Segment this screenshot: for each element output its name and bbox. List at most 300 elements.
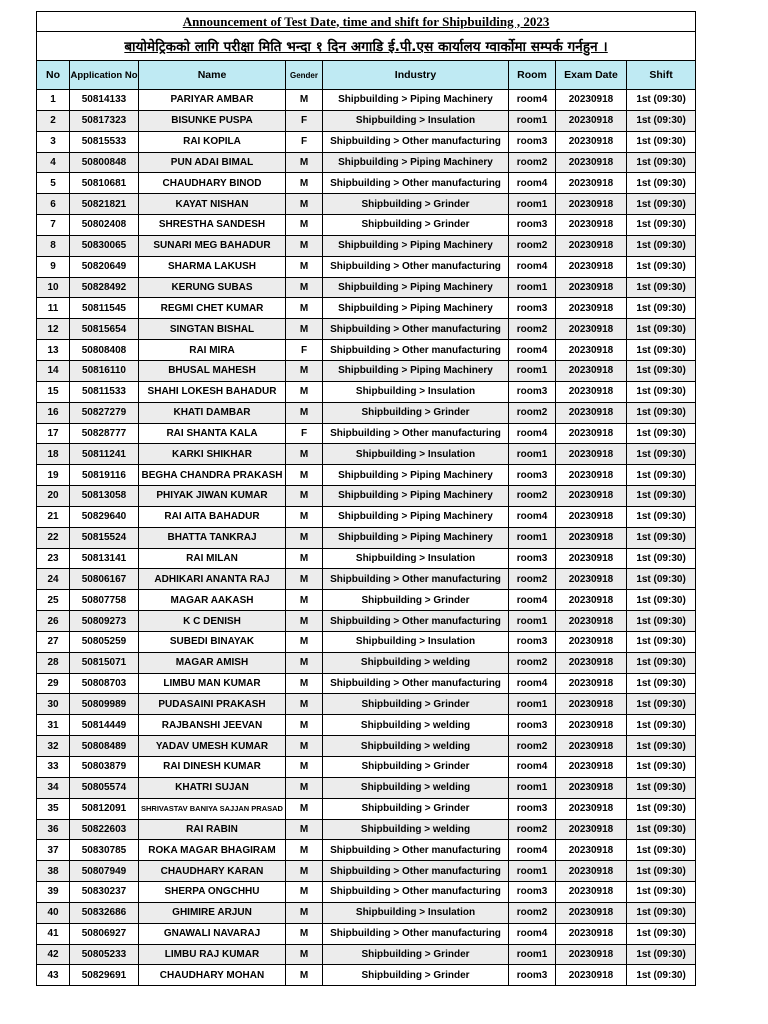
cell-exam-date: 20230918	[556, 277, 627, 298]
cell-name: K C DENISH	[139, 611, 286, 632]
cell-gender: M	[286, 194, 323, 215]
cell-application-no: 50800848	[70, 152, 139, 173]
cell-industry: Shipbuilding > Piping Machinery	[323, 277, 509, 298]
cell-industry: Shipbuilding > Other manufacturing	[323, 340, 509, 361]
cell-gender: F	[286, 131, 323, 152]
cell-name: KARKI SHIKHAR	[139, 444, 286, 465]
cell-industry: Shipbuilding > Piping Machinery	[323, 527, 509, 548]
cell-industry: Shipbuilding > Piping Machinery	[323, 152, 509, 173]
cell-shift: 1st (09:30)	[627, 611, 696, 632]
cell-room: room2	[509, 652, 556, 673]
cell-name: PHIYAK JIWAN KUMAR	[139, 486, 286, 507]
table-row	[37, 90, 696, 111]
cell-name: RAI MIRA	[139, 340, 286, 361]
cell-room: room4	[509, 590, 556, 611]
cell-exam-date: 20230918	[556, 486, 627, 507]
cell-room: room1	[509, 444, 556, 465]
cell-no: 40	[37, 902, 70, 923]
cell-room: room1	[509, 944, 556, 965]
table-row	[37, 861, 696, 882]
cell-shift: 1st (09:30)	[627, 298, 696, 319]
cell-name: LIMBU RAJ KUMAR	[139, 944, 286, 965]
column-header-no: No	[37, 61, 70, 90]
cell-shift: 1st (09:30)	[627, 256, 696, 277]
cell-application-no: 50815533	[70, 131, 139, 152]
cell-room: room3	[509, 298, 556, 319]
cell-no: 21	[37, 506, 70, 527]
cell-gender: M	[286, 944, 323, 965]
cell-industry: Shipbuilding > Piping Machinery	[323, 298, 509, 319]
cell-name: SHRIVASTAV BANIYA SAJJAN PRASAD	[139, 798, 286, 819]
cell-room: room1	[509, 861, 556, 882]
cell-application-no: 50805574	[70, 777, 139, 798]
table-row	[37, 340, 696, 361]
cell-room: room4	[509, 923, 556, 944]
cell-no: 38	[37, 861, 70, 882]
cell-industry: Shipbuilding > Piping Machinery	[323, 235, 509, 256]
cell-exam-date: 20230918	[556, 548, 627, 569]
cell-room: room1	[509, 694, 556, 715]
cell-room: room3	[509, 215, 556, 236]
cell-exam-date: 20230918	[556, 923, 627, 944]
cell-name: RAI RABIN	[139, 819, 286, 840]
cell-gender: M	[286, 715, 323, 736]
cell-no: 2	[37, 110, 70, 131]
cell-room: room2	[509, 736, 556, 757]
cell-shift: 1st (09:30)	[627, 569, 696, 590]
cell-gender: M	[286, 402, 323, 423]
cell-room: room2	[509, 152, 556, 173]
table-row	[37, 652, 696, 673]
cell-application-no: 50812091	[70, 798, 139, 819]
cell-industry: Shipbuilding > Other manufacturing	[323, 861, 509, 882]
cell-shift: 1st (09:30)	[627, 798, 696, 819]
cell-application-no: 50819116	[70, 465, 139, 486]
cell-name: CHAUDHARY BINOD	[139, 173, 286, 194]
table-row	[37, 902, 696, 923]
cell-exam-date: 20230918	[556, 402, 627, 423]
cell-shift: 1st (09:30)	[627, 715, 696, 736]
cell-exam-date: 20230918	[556, 110, 627, 131]
table-row	[37, 694, 696, 715]
cell-name: CHAUDHARY KARAN	[139, 861, 286, 882]
cell-gender: M	[286, 902, 323, 923]
cell-shift: 1st (09:30)	[627, 173, 696, 194]
cell-gender: M	[286, 381, 323, 402]
cell-industry: Shipbuilding > welding	[323, 777, 509, 798]
cell-no: 15	[37, 381, 70, 402]
cell-name: REGMI CHET KUMAR	[139, 298, 286, 319]
cell-industry: Shipbuilding > Other manufacturing	[323, 173, 509, 194]
cell-application-no: 50807758	[70, 590, 139, 611]
table-row	[37, 757, 696, 778]
cell-shift: 1st (09:30)	[627, 110, 696, 131]
cell-application-no: 50817323	[70, 110, 139, 131]
table-row	[37, 215, 696, 236]
cell-room: room2	[509, 486, 556, 507]
cell-room: room4	[509, 757, 556, 778]
table-row	[37, 673, 696, 694]
cell-gender: M	[286, 652, 323, 673]
table-row	[37, 736, 696, 757]
table-row	[37, 486, 696, 507]
cell-exam-date: 20230918	[556, 819, 627, 840]
cell-gender: M	[286, 569, 323, 590]
cell-room: room1	[509, 194, 556, 215]
table-row	[37, 506, 696, 527]
cell-room: room3	[509, 381, 556, 402]
cell-gender: M	[286, 923, 323, 944]
table-row	[37, 548, 696, 569]
cell-no: 3	[37, 131, 70, 152]
cell-industry: Shipbuilding > Piping Machinery	[323, 465, 509, 486]
cell-shift: 1st (09:30)	[627, 902, 696, 923]
cell-room: room1	[509, 277, 556, 298]
cell-industry: Shipbuilding > Insulation	[323, 548, 509, 569]
cell-no: 28	[37, 652, 70, 673]
cell-name: RAJBANSHI JEEVAN	[139, 715, 286, 736]
cell-industry: Shipbuilding > Other manufacturing	[323, 611, 509, 632]
cell-name: PUN ADAI BIMAL	[139, 152, 286, 173]
cell-exam-date: 20230918	[556, 319, 627, 340]
cell-name: ROKA MAGAR BHAGIRAM	[139, 840, 286, 861]
cell-shift: 1st (09:30)	[627, 235, 696, 256]
cell-name: SHAHI LOKESH BAHADUR	[139, 381, 286, 402]
cell-room: room1	[509, 611, 556, 632]
cell-exam-date: 20230918	[556, 215, 627, 236]
cell-name: BHUSAL MAHESH	[139, 360, 286, 381]
cell-exam-date: 20230918	[556, 652, 627, 673]
cell-no: 26	[37, 611, 70, 632]
cell-application-no: 50802408	[70, 215, 139, 236]
cell-application-no: 50821821	[70, 194, 139, 215]
cell-shift: 1st (09:30)	[627, 652, 696, 673]
cell-industry: Shipbuilding > Other manufacturing	[323, 569, 509, 590]
cell-industry: Shipbuilding > Insulation	[323, 631, 509, 652]
table-row	[37, 256, 696, 277]
column-header-name: Name	[139, 61, 286, 90]
cell-shift: 1st (09:30)	[627, 590, 696, 611]
cell-exam-date: 20230918	[556, 465, 627, 486]
cell-exam-date: 20230918	[556, 673, 627, 694]
cell-application-no: 50809273	[70, 611, 139, 632]
cell-application-no: 50811241	[70, 444, 139, 465]
cell-no: 43	[37, 965, 70, 986]
cell-room: room1	[509, 360, 556, 381]
cell-room: room3	[509, 882, 556, 903]
table-row	[37, 277, 696, 298]
cell-gender: F	[286, 340, 323, 361]
table-row	[37, 819, 696, 840]
cell-name: KAYAT NISHAN	[139, 194, 286, 215]
table-row	[37, 360, 696, 381]
cell-industry: Shipbuilding > Insulation	[323, 110, 509, 131]
cell-exam-date: 20230918	[556, 715, 627, 736]
cell-application-no: 50816110	[70, 360, 139, 381]
announcement-table	[36, 11, 696, 986]
cell-exam-date: 20230918	[556, 882, 627, 903]
cell-industry: Shipbuilding > Grinder	[323, 694, 509, 715]
cell-application-no: 50805259	[70, 631, 139, 652]
cell-room: room1	[509, 527, 556, 548]
cell-industry: Shipbuilding > Other manufacturing	[323, 319, 509, 340]
column-header-exam-date: Exam Date	[556, 61, 627, 90]
cell-no: 25	[37, 590, 70, 611]
cell-exam-date: 20230918	[556, 736, 627, 757]
cell-industry: Shipbuilding > Other manufacturing	[323, 923, 509, 944]
cell-application-no: 50815654	[70, 319, 139, 340]
cell-name: MAGAR AMISH	[139, 652, 286, 673]
cell-exam-date: 20230918	[556, 944, 627, 965]
cell-industry: Shipbuilding > Other manufacturing	[323, 840, 509, 861]
cell-no: 33	[37, 757, 70, 778]
cell-gender: M	[286, 548, 323, 569]
cell-no: 31	[37, 715, 70, 736]
column-header-shift: Shift	[627, 61, 696, 90]
cell-gender: M	[286, 819, 323, 840]
table-row	[37, 631, 696, 652]
cell-shift: 1st (09:30)	[627, 631, 696, 652]
cell-name: BHATTA TANKRAJ	[139, 527, 286, 548]
table-row	[37, 569, 696, 590]
cell-exam-date: 20230918	[556, 152, 627, 173]
cell-name: BEGHA CHANDRA PRAKASH	[139, 465, 286, 486]
cell-name: SUNARI MEG BAHADUR	[139, 235, 286, 256]
cell-exam-date: 20230918	[556, 131, 627, 152]
cell-name: PARIYAR AMBAR	[139, 90, 286, 111]
cell-no: 6	[37, 194, 70, 215]
cell-application-no: 50803879	[70, 757, 139, 778]
cell-industry: Shipbuilding > welding	[323, 715, 509, 736]
cell-gender: M	[286, 506, 323, 527]
cell-gender: M	[286, 173, 323, 194]
cell-shift: 1st (09:30)	[627, 840, 696, 861]
cell-industry: Shipbuilding > Grinder	[323, 402, 509, 423]
cell-no: 32	[37, 736, 70, 757]
cell-industry: Shipbuilding > Grinder	[323, 798, 509, 819]
cell-gender: M	[286, 527, 323, 548]
cell-gender: M	[286, 861, 323, 882]
cell-exam-date: 20230918	[556, 694, 627, 715]
cell-exam-date: 20230918	[556, 360, 627, 381]
cell-no: 9	[37, 256, 70, 277]
cell-no: 24	[37, 569, 70, 590]
cell-gender: F	[286, 423, 323, 444]
cell-exam-date: 20230918	[556, 590, 627, 611]
table-row	[37, 319, 696, 340]
cell-gender: M	[286, 152, 323, 173]
cell-exam-date: 20230918	[556, 631, 627, 652]
cell-room: room2	[509, 319, 556, 340]
cell-application-no: 50809989	[70, 694, 139, 715]
cell-gender: M	[286, 360, 323, 381]
cell-name: RAI KOPILA	[139, 131, 286, 152]
cell-exam-date: 20230918	[556, 194, 627, 215]
cell-industry: Shipbuilding > Grinder	[323, 944, 509, 965]
cell-shift: 1st (09:30)	[627, 423, 696, 444]
table-row	[37, 944, 696, 965]
cell-name: SHRESTHA SANDESH	[139, 215, 286, 236]
cell-exam-date: 20230918	[556, 527, 627, 548]
cell-shift: 1st (09:30)	[627, 277, 696, 298]
cell-application-no: 50810681	[70, 173, 139, 194]
cell-room: room4	[509, 340, 556, 361]
cell-room: room3	[509, 631, 556, 652]
cell-name: LIMBU MAN KUMAR	[139, 673, 286, 694]
cell-no: 8	[37, 235, 70, 256]
cell-room: room2	[509, 402, 556, 423]
cell-room: room3	[509, 798, 556, 819]
cell-no: 20	[37, 486, 70, 507]
cell-shift: 1st (09:30)	[627, 923, 696, 944]
cell-shift: 1st (09:30)	[627, 736, 696, 757]
cell-gender: M	[286, 611, 323, 632]
cell-industry: Shipbuilding > Grinder	[323, 590, 509, 611]
cell-application-no: 50806167	[70, 569, 139, 590]
cell-application-no: 50814133	[70, 90, 139, 111]
cell-name: KERUNG SUBAS	[139, 277, 286, 298]
cell-exam-date: 20230918	[556, 235, 627, 256]
cell-application-no: 50806927	[70, 923, 139, 944]
cell-shift: 1st (09:30)	[627, 486, 696, 507]
column-header-gender: Gender	[286, 61, 323, 90]
cell-room: room2	[509, 902, 556, 923]
cell-application-no: 50830785	[70, 840, 139, 861]
cell-gender: M	[286, 673, 323, 694]
cell-gender: M	[286, 777, 323, 798]
cell-exam-date: 20230918	[556, 777, 627, 798]
cell-industry: Shipbuilding > Piping Machinery	[323, 360, 509, 381]
cell-room: room2	[509, 569, 556, 590]
table-row	[37, 465, 696, 486]
cell-industry: Shipbuilding > Other manufacturing	[323, 882, 509, 903]
cell-gender: M	[286, 444, 323, 465]
cell-industry: Shipbuilding > Grinder	[323, 965, 509, 986]
column-header-industry: Industry	[323, 61, 509, 90]
cell-room: room3	[509, 131, 556, 152]
cell-name: BISUNKE PUSPA	[139, 110, 286, 131]
cell-name: SHERPA ONGCHHU	[139, 882, 286, 903]
cell-industry: Shipbuilding > Piping Machinery	[323, 486, 509, 507]
table-row	[37, 235, 696, 256]
cell-industry: Shipbuilding > Insulation	[323, 902, 509, 923]
cell-no: 16	[37, 402, 70, 423]
cell-industry: Shipbuilding > Grinder	[323, 215, 509, 236]
cell-application-no: 50829640	[70, 506, 139, 527]
table-row	[37, 923, 696, 944]
cell-shift: 1st (09:30)	[627, 90, 696, 111]
table-row	[37, 423, 696, 444]
cell-gender: M	[286, 235, 323, 256]
cell-gender: M	[286, 90, 323, 111]
cell-no: 19	[37, 465, 70, 486]
cell-name: ADHIKARI ANANTA RAJ	[139, 569, 286, 590]
cell-shift: 1st (09:30)	[627, 319, 696, 340]
cell-room: room4	[509, 423, 556, 444]
cell-shift: 1st (09:30)	[627, 944, 696, 965]
cell-application-no: 50808703	[70, 673, 139, 694]
table-row	[37, 590, 696, 611]
cell-room: room4	[509, 840, 556, 861]
cell-room: room3	[509, 965, 556, 986]
cell-no: 36	[37, 819, 70, 840]
cell-gender: M	[286, 277, 323, 298]
cell-room: room4	[509, 173, 556, 194]
cell-name: KHATRI SUJAN	[139, 777, 286, 798]
cell-industry: Shipbuilding > Other manufacturing	[323, 256, 509, 277]
cell-gender: M	[286, 882, 323, 903]
cell-exam-date: 20230918	[556, 902, 627, 923]
cell-application-no: 50822603	[70, 819, 139, 840]
cell-name: YADAV UMESH KUMAR	[139, 736, 286, 757]
cell-exam-date: 20230918	[556, 340, 627, 361]
cell-application-no: 50811533	[70, 381, 139, 402]
cell-no: 12	[37, 319, 70, 340]
cell-exam-date: 20230918	[556, 569, 627, 590]
cell-gender: M	[286, 486, 323, 507]
cell-shift: 1st (09:30)	[627, 340, 696, 361]
cell-industry: Shipbuilding > welding	[323, 652, 509, 673]
cell-room: room4	[509, 506, 556, 527]
cell-name: GHIMIRE ARJUN	[139, 902, 286, 923]
cell-room: room4	[509, 90, 556, 111]
cell-shift: 1st (09:30)	[627, 819, 696, 840]
cell-exam-date: 20230918	[556, 798, 627, 819]
cell-shift: 1st (09:30)	[627, 194, 696, 215]
cell-industry: Shipbuilding > Grinder	[323, 757, 509, 778]
cell-gender: M	[286, 465, 323, 486]
cell-no: 18	[37, 444, 70, 465]
cell-name: KHATI DAMBAR	[139, 402, 286, 423]
cell-application-no: 50829691	[70, 965, 139, 986]
column-header-application-no: Application No	[70, 61, 139, 90]
cell-gender: M	[286, 840, 323, 861]
cell-application-no: 50815524	[70, 527, 139, 548]
cell-room: room1	[509, 110, 556, 131]
cell-no: 34	[37, 777, 70, 798]
cell-gender: M	[286, 965, 323, 986]
cell-name: RAI MILAN	[139, 548, 286, 569]
cell-gender: M	[286, 215, 323, 236]
table-row	[37, 715, 696, 736]
cell-gender: M	[286, 757, 323, 778]
document-title: Announcement of Test Date, time and shift for Shipbuilding , 2023	[37, 12, 696, 32]
table-row	[37, 110, 696, 131]
cell-industry: Shipbuilding > Other manufacturing	[323, 423, 509, 444]
cell-application-no: 50808408	[70, 340, 139, 361]
cell-no: 23	[37, 548, 70, 569]
cell-no: 7	[37, 215, 70, 236]
cell-application-no: 50828777	[70, 423, 139, 444]
cell-application-no: 50807949	[70, 861, 139, 882]
cell-no: 5	[37, 173, 70, 194]
cell-industry: Shipbuilding > Other manufacturing	[323, 673, 509, 694]
cell-application-no: 50830065	[70, 235, 139, 256]
cell-no: 27	[37, 631, 70, 652]
cell-shift: 1st (09:30)	[627, 381, 696, 402]
cell-exam-date: 20230918	[556, 173, 627, 194]
cell-shift: 1st (09:30)	[627, 777, 696, 798]
table-body	[37, 90, 696, 986]
table-row	[37, 798, 696, 819]
cell-industry: Shipbuilding > welding	[323, 736, 509, 757]
cell-shift: 1st (09:30)	[627, 694, 696, 715]
cell-gender: M	[286, 256, 323, 277]
cell-industry: Shipbuilding > welding	[323, 819, 509, 840]
cell-exam-date: 20230918	[556, 840, 627, 861]
cell-room: room3	[509, 548, 556, 569]
cell-exam-date: 20230918	[556, 611, 627, 632]
